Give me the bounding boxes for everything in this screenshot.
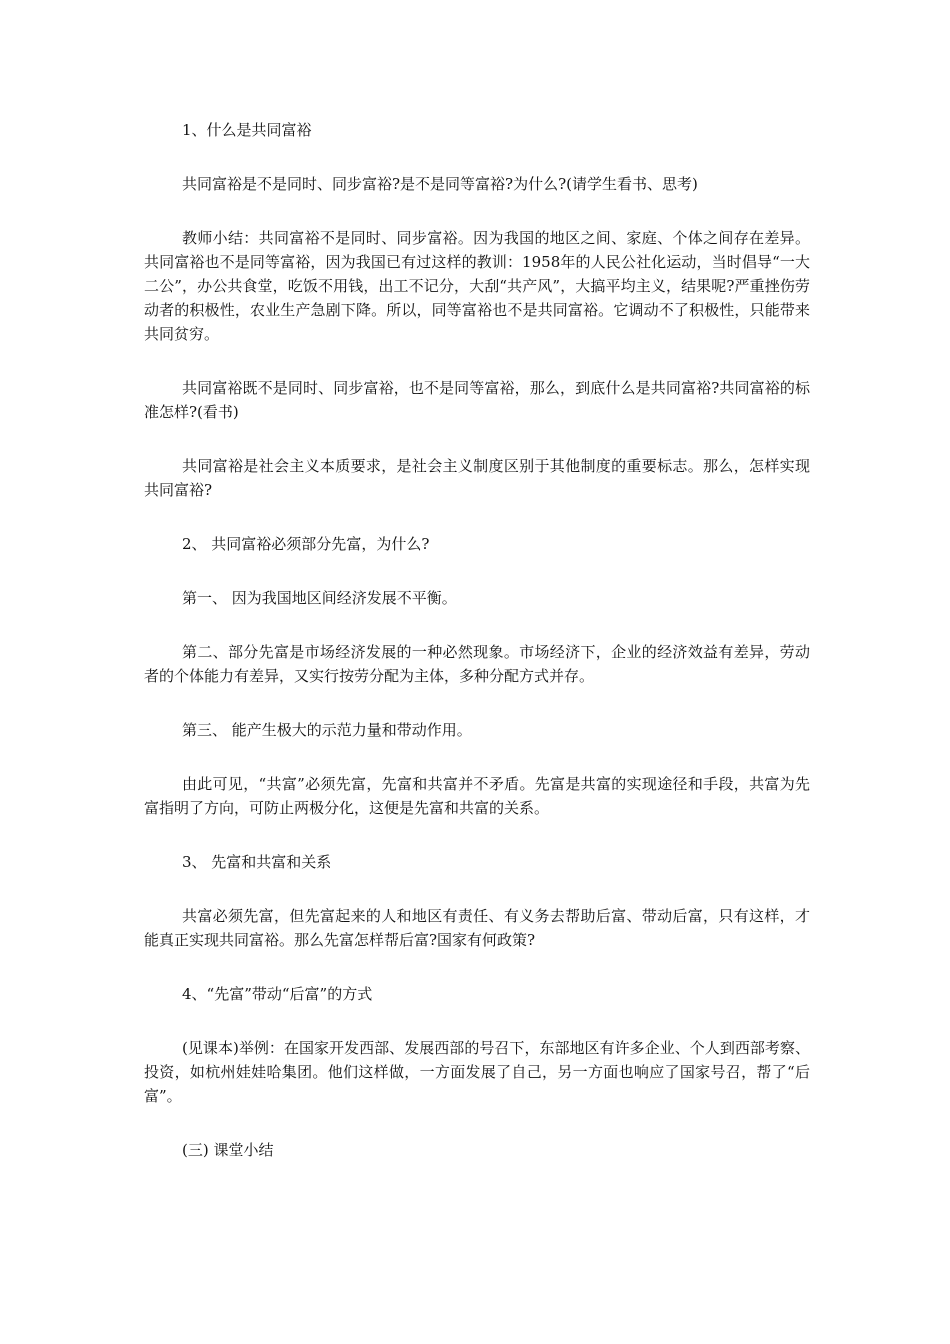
heading-partial-prosperity-first: 2、 共同富裕必须部分先富，为什么?: [182, 535, 430, 553]
responsibility-paragraph: 共富必须先富，但先富起来的人和地区有责任、有义务去帮助后富、带动后富，只有这样，才能真正实现共同富裕。那么先富怎样帮后富?国家有何政策?: [144, 907, 810, 949]
essence-paragraph: 共同富裕是社会主义本质要求，是社会主义制度区别于其他制度的重要标志。那么，怎样实现共同富裕?: [144, 457, 810, 499]
conclusion-paragraph: 由此可见，“共富”必须先富，先富和共富并不矛盾。先富是共富的实现途径和手段，共富为先富指明了方向，可防止两极分化，这便是先富和共富的关系。: [144, 775, 810, 817]
teacher-summary-paragraph: 教师小结：共同富裕不是同时、同步富裕。因为我国的地区之间、家庭、个体之间存在差异。共同富裕也不是同等富裕，因为我国已有过这样的教训：1958年的人民公社化运动，当时倡导“一大二公”，办公共食堂，吃饭不用钱，出工不记分，大刮“共产风”，大搞平均主义，结果呢?严重挫伤劳动者的积极性，农业生产急剧下降。所以，同等富裕也不是共同富裕。它调动不了积极性，只能带来共同贫穷。: [144, 229, 810, 343]
reason-one-paragraph: 第一、 因为我国地区间经济发展不平衡。: [182, 589, 457, 607]
heading-what-is-common-prosperity: 1、什么是共同富裕: [182, 121, 312, 139]
example-paragraph: (见课本)举例：在国家开发西部、发展西部的号召下，东部地区有许多企业、个人到西部考察、投资，如杭州娃娃哈集团。他们这样做，一方面发展了自己，另一方面也响应了国家号召，帮了“后富”。: [144, 1039, 810, 1105]
definition-question-paragraph: 共同富裕既不是同时、同步富裕，也不是同等富裕，那么，到底什么是共同富裕?共同富裕的标准怎样?(看书): [144, 379, 810, 421]
heading-relationship: 3、 先富和共富和关系: [182, 853, 332, 871]
reason-three-paragraph: 第三、 能产生极大的示范力量和带动作用。: [182, 721, 472, 739]
question-paragraph: 共同富裕是不是同时、同步富裕?是不是同等富裕?为什么?(请学生看书、思考): [182, 175, 698, 193]
reason-two-paragraph: 第二、部分先富是市场经济发展的一种必然现象。市场经济下，企业的经济效益有差异，劳动者的个体能力有差异，又实行按劳分配为主体，多种分配方式并存。: [144, 643, 810, 685]
document-body: [144, 118, 810, 1192]
heading-methods: 4、“先富”带动“后富”的方式: [182, 985, 373, 1003]
heading-class-summary: (三) 课堂小结: [182, 1141, 274, 1159]
